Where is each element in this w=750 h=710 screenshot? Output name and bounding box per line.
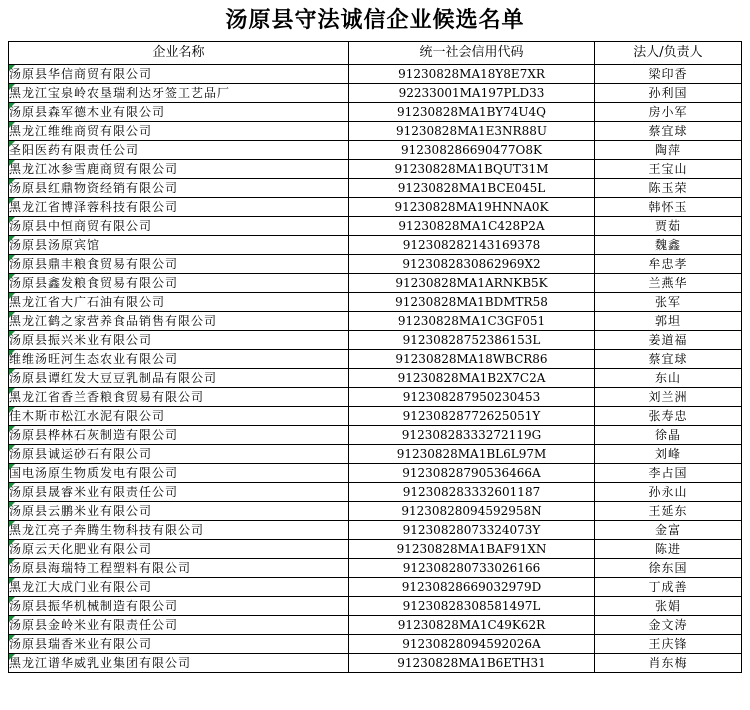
header-legal-person: 法人/负责人	[595, 42, 742, 65]
company-name: 汤原县诚运砂石有限公司	[9, 447, 153, 461]
credit-code-cell: 912308283332601187	[349, 483, 595, 502]
company-name: 汤原县振兴米业有限公司	[9, 333, 153, 347]
table-row	[9, 293, 742, 312]
legal-person-cell: 郭坦	[595, 312, 742, 331]
table-row	[9, 350, 742, 369]
company-name-cell	[9, 426, 349, 445]
legal-person-cell: 蔡宜球	[595, 122, 742, 141]
company-name: 汤原县华信商贸有限公司	[9, 67, 153, 81]
company-name-cell	[9, 293, 349, 312]
table-row	[9, 331, 742, 350]
cell-corner-marker-icon	[9, 141, 15, 147]
legal-person-cell: 房小军	[595, 103, 742, 122]
cell-corner-marker-icon	[9, 654, 15, 660]
cell-corner-marker-icon	[9, 407, 15, 413]
legal-person-cell: 丁成善	[595, 578, 742, 597]
cell-corner-marker-icon	[9, 255, 15, 261]
company-name: 黑龙江亮子奔腾生物科技有限公司	[9, 523, 205, 537]
credit-code-cell: 91230828094592958N	[349, 502, 595, 521]
credit-code-cell: 92233001MA197PLD33	[349, 84, 595, 103]
company-name: 黑龙江大成门业有限公司	[9, 580, 153, 594]
credit-code-cell: 912308287523861​53L	[349, 331, 595, 350]
cell-corner-marker-icon	[9, 103, 15, 109]
cell-corner-marker-icon	[9, 274, 15, 280]
cell-corner-marker-icon	[9, 540, 15, 546]
legal-person-cell: 东山	[595, 369, 742, 388]
legal-person-cell: 陶萍	[595, 141, 742, 160]
table-row	[9, 464, 742, 483]
table-row	[9, 122, 742, 141]
company-name-cell	[9, 445, 349, 464]
cell-corner-marker-icon	[9, 350, 15, 356]
credit-code-cell: 91230828MA1B6ETH31	[349, 654, 595, 673]
company-name-cell	[9, 103, 349, 122]
credit-code-cell: 91230828MA1C49K62R	[349, 616, 595, 635]
company-name: 黑龙江省大广石油有限公司	[9, 295, 166, 309]
cell-corner-marker-icon	[9, 559, 15, 565]
table-row	[9, 217, 742, 236]
table-row	[9, 255, 742, 274]
company-name: 汤原县谭红发大豆豆乳制品有限公司	[9, 371, 218, 385]
legal-person-cell: 刘兰洲	[595, 388, 742, 407]
company-name-cell	[9, 312, 349, 331]
company-name: 汤原县森军德木业有限公司	[9, 105, 166, 119]
legal-person-cell: 王宝山	[595, 160, 742, 179]
company-name-cell	[9, 236, 349, 255]
cell-corner-marker-icon	[9, 388, 15, 394]
company-name: 汤原县金岭米业有限责任公司	[9, 618, 179, 632]
table-row	[9, 141, 742, 160]
cell-corner-marker-icon	[9, 464, 15, 470]
legal-person-cell: 肖东梅	[595, 654, 742, 673]
cell-corner-marker-icon	[9, 331, 15, 337]
company-name: 黑龙江省博泽蓉科技有限公司	[9, 200, 179, 214]
table-header-row	[9, 42, 742, 65]
company-name-cell	[9, 198, 349, 217]
legal-person-cell: 金富	[595, 521, 742, 540]
cell-corner-marker-icon	[9, 160, 15, 166]
company-name-cell	[9, 635, 349, 654]
table-row	[9, 236, 742, 255]
table-row	[9, 540, 742, 559]
company-name-cell	[9, 217, 349, 236]
company-name-cell	[9, 597, 349, 616]
table-row	[9, 388, 742, 407]
credit-code-cell: 91230828MA19HNNA0K	[349, 198, 595, 217]
legal-person-cell: 张军	[595, 293, 742, 312]
table-row	[9, 274, 742, 293]
company-name: 汤原县中恒商贸有限公司	[9, 219, 153, 233]
company-name: 黑龙江宝泉岭农垦瑞利达牙签工艺品厂	[9, 86, 231, 100]
company-name: 圣阳医药有限责任公司	[9, 143, 140, 157]
company-name-cell	[9, 274, 349, 293]
legal-person-cell: 蔡宜球	[595, 350, 742, 369]
cell-corner-marker-icon	[9, 122, 15, 128]
credit-code-cell: 91230828094592026A	[349, 635, 595, 654]
credit-code-cell: 91230828MA1BY74U4Q	[349, 103, 595, 122]
credit-code-cell: 912308286690477O8K	[349, 141, 595, 160]
company-name: 汤原云天化肥业有限公司	[9, 542, 153, 556]
table-row	[9, 103, 742, 122]
table-row	[9, 502, 742, 521]
legal-person-cell: 兰燕华	[595, 274, 742, 293]
credit-code-cell: 91230828790536466A	[349, 464, 595, 483]
company-name-cell	[9, 141, 349, 160]
company-name: 汤原县汤原宾馆	[9, 238, 101, 252]
legal-person-cell: 刘峰	[595, 445, 742, 464]
table-row	[9, 426, 742, 445]
company-name-cell	[9, 255, 349, 274]
credit-code-cell: 912308282143169378	[349, 236, 595, 255]
credit-code-cell: 912308287950230453	[349, 388, 595, 407]
legal-person-cell: 梁印香	[595, 65, 742, 84]
cell-corner-marker-icon	[9, 236, 15, 242]
legal-person-cell: 王庆锋	[595, 635, 742, 654]
credit-code-cell: 91230828669032979D	[349, 578, 595, 597]
cell-corner-marker-icon	[9, 369, 15, 375]
credit-code-cell: 912308283332721​19G	[349, 426, 595, 445]
company-name-cell	[9, 616, 349, 635]
cell-corner-marker-icon	[9, 426, 15, 432]
cell-corner-marker-icon	[9, 65, 15, 71]
company-name: 国电汤原生物质发电有限公司	[9, 466, 179, 480]
company-name-cell	[9, 464, 349, 483]
company-name-cell	[9, 483, 349, 502]
cell-corner-marker-icon	[9, 198, 15, 204]
credit-code-cell: 91230828MA1B2X7C2A	[349, 369, 595, 388]
company-name-cell	[9, 388, 349, 407]
company-name: 维维汤旺河生态农业有限公司	[9, 352, 179, 366]
company-name-cell	[9, 331, 349, 350]
cell-corner-marker-icon	[9, 502, 15, 508]
legal-person-cell: 陈进	[595, 540, 742, 559]
legal-person-cell: 韩怀玉	[595, 198, 742, 217]
legal-person-cell: 贾茹	[595, 217, 742, 236]
legal-person-cell: 孙永山	[595, 483, 742, 502]
company-name-cell	[9, 540, 349, 559]
cell-corner-marker-icon	[9, 578, 15, 584]
company-name-cell	[9, 559, 349, 578]
table-row	[9, 559, 742, 578]
company-name: 汤原县云鹏米业有限公司	[9, 504, 153, 518]
cell-corner-marker-icon	[9, 179, 15, 185]
legal-person-cell: 牟忠孝	[595, 255, 742, 274]
credit-code-cell: 91230828308581497L	[349, 597, 595, 616]
company-name-cell	[9, 160, 349, 179]
table-row	[9, 521, 742, 540]
legal-person-cell: 徐晶	[595, 426, 742, 445]
cell-corner-marker-icon	[9, 445, 15, 451]
company-name: 汤原县鑫发粮食贸易有限公司	[9, 276, 179, 290]
company-name: 汤原县鼎丰粮食贸易有限公司	[9, 257, 179, 271]
legal-person-cell: 徐东国	[595, 559, 742, 578]
credit-code-cell: 91230828MA1BQUT31M	[349, 160, 595, 179]
cell-corner-marker-icon	[9, 635, 15, 641]
company-name: 黑龙江冰参雪鹿商贸有限公司	[9, 162, 179, 176]
company-name-cell	[9, 65, 349, 84]
company-name: 汤原县晟睿米业有限责任公司	[9, 485, 179, 499]
table-row	[9, 179, 742, 198]
company-name-cell	[9, 369, 349, 388]
legal-person-cell: 陈玉荣	[595, 179, 742, 198]
company-name-cell	[9, 521, 349, 540]
credit-code-cell: 91230828308629​69X2	[349, 255, 595, 274]
credit-code-cell: 91230828772625051Y	[349, 407, 595, 426]
company-name-cell	[9, 122, 349, 141]
credit-code-cell: 91230828MA18WBCR86	[349, 350, 595, 369]
table-row	[9, 445, 742, 464]
company-name: 黑龙江谱华威乳业集团有限公司	[9, 656, 192, 670]
table-row	[9, 160, 742, 179]
legal-person-cell: 张寿忠	[595, 407, 742, 426]
table-row	[9, 407, 742, 426]
company-name-cell	[9, 502, 349, 521]
table-row	[9, 198, 742, 217]
table-row	[9, 654, 742, 673]
cell-corner-marker-icon	[9, 597, 15, 603]
credit-code-cell: 91230828MA1BDMTR58	[349, 293, 595, 312]
company-name-cell	[9, 350, 349, 369]
credit-code-cell: 91230828MA1ARNKB5K	[349, 274, 595, 293]
cell-corner-marker-icon	[9, 312, 15, 318]
credit-code-cell: 912308280733026166	[349, 559, 595, 578]
legal-person-cell: 魏鑫	[595, 236, 742, 255]
table-row	[9, 597, 742, 616]
table-row	[9, 312, 742, 331]
company-name: 黑龙江维维商贸有限公司	[9, 124, 153, 138]
company-name: 佳木斯市松江水泥有限公司	[9, 409, 166, 423]
company-name-cell	[9, 578, 349, 597]
company-name-cell	[9, 179, 349, 198]
cell-corner-marker-icon	[9, 84, 15, 90]
company-name: 汤原县桦林石灰制造有限公司	[9, 428, 179, 442]
legal-person-cell: 王延东	[595, 502, 742, 521]
company-name: 黑龙江省香兰香粮食贸易有限公司	[9, 390, 205, 404]
company-name: 汤原县振华机械制造有限公司	[9, 599, 179, 613]
table-row	[9, 84, 742, 103]
company-name: 汤原县瑞香米业有限公司	[9, 637, 153, 651]
cell-corner-marker-icon	[9, 521, 15, 527]
company-name-cell	[9, 654, 349, 673]
table-row	[9, 369, 742, 388]
table-row	[9, 578, 742, 597]
cell-corner-marker-icon	[9, 483, 15, 489]
candidate-table	[8, 41, 742, 673]
credit-code-cell: 91230828MA18Y8E7XR	[349, 65, 595, 84]
company-name-cell	[9, 407, 349, 426]
legal-person-cell: 李占国	[595, 464, 742, 483]
header-credit-code: 统一社会信用代码	[349, 42, 595, 65]
credit-code-cell: 91230828MA1BCE045L	[349, 179, 595, 198]
table-row	[9, 65, 742, 84]
credit-code-cell: 91230828073324073Y	[349, 521, 595, 540]
table-row	[9, 616, 742, 635]
legal-person-cell: 孙利国	[595, 84, 742, 103]
legal-person-cell: 姜道福	[595, 331, 742, 350]
credit-code-cell: 91230828MA1E3NR88U	[349, 122, 595, 141]
header-company-name: 企业名称	[9, 42, 349, 65]
cell-corner-marker-icon	[9, 293, 15, 299]
credit-code-cell: 91230828MA1C428P2A	[349, 217, 595, 236]
legal-person-cell: 张娟	[595, 597, 742, 616]
credit-code-cell: 91230828MA1BAF91XN	[349, 540, 595, 559]
company-name: 汤原县红鼎物资经销有限公司	[9, 181, 179, 195]
credit-code-cell: 91230828MA1C3GF051	[349, 312, 595, 331]
table-row	[9, 635, 742, 654]
credit-code-cell: 91230828MA1BL6L97M	[349, 445, 595, 464]
legal-person-cell: 金文涛	[595, 616, 742, 635]
company-name: 黑龙江鹤之家营养食品销售有限公司	[9, 314, 218, 328]
company-name-cell	[9, 84, 349, 103]
cell-corner-marker-icon	[9, 616, 15, 622]
table-row	[9, 483, 742, 502]
cell-corner-marker-icon	[9, 217, 15, 223]
page-title: 汤原县守法诚信企业候选名单	[225, 8, 525, 33]
company-name: 汤原县海瑞特工程塑料有限公司	[9, 561, 192, 575]
